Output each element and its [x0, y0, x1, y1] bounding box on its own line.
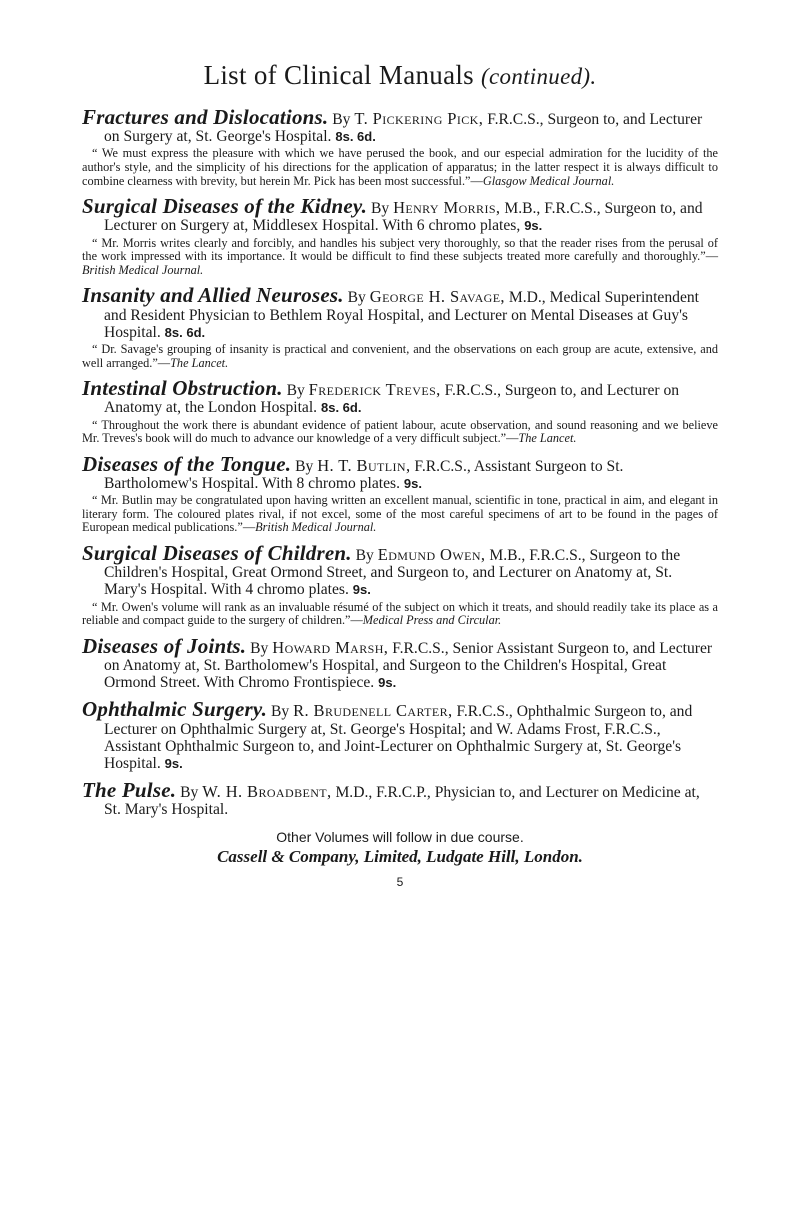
- entry-by: By: [180, 784, 199, 802]
- entry-author: George H. Savage,: [369, 287, 505, 307]
- entry-details: M.B., F.R.C.S., Surgeon to, and Lecturer on Surgery at, Middlesex Hospital. With 6 chromo plates,: [104, 200, 703, 235]
- page-header: [82, 60, 718, 91]
- entry-by: By: [295, 457, 314, 475]
- review-quote: “ Dr. Savage's grouping of insanity is practical and convenient, and the observations on each group are acute, extensive, and well arranged.”—: [82, 341, 718, 370]
- manual-entry: [82, 194, 718, 277]
- entry-price: 9s.: [352, 582, 371, 598]
- entry-by: By: [332, 111, 351, 128]
- entry-review: [82, 147, 718, 188]
- entry-author: Howard Marsh,: [272, 637, 389, 657]
- entry-title: Intestinal Obstruction.: [82, 376, 283, 401]
- manual-entry: [82, 283, 718, 370]
- review-quote: “ Throughout the work there is abundant evidence of patient labour, acute observation, and sound reasoning and we believe Mr. Treves's book will do much to advance our knowledge of a very difficult subject.”—: [82, 417, 718, 446]
- entry-review: [82, 343, 718, 370]
- entry-price: 8s. 6d.: [164, 324, 206, 340]
- entry-heading: [82, 283, 718, 341]
- entry-title: Diseases of the Tongue.: [82, 451, 292, 476]
- entry-author: R. Brudenell Carter,: [293, 701, 453, 721]
- entry-review: [82, 419, 718, 446]
- entry-details: M.D., Medical Superintendent and Resident Physician to Bethlem Royal Hospital, and Lecturer on Mental Diseases at Guy's Hospital.: [104, 289, 699, 341]
- entry-title: Surgical Diseases of the Kidney.: [82, 194, 368, 219]
- entry-price: 9s.: [524, 218, 543, 234]
- entry-by: By: [355, 546, 374, 564]
- manual-entry: [82, 540, 718, 628]
- entry-title: Surgical Diseases of Children.: [82, 540, 352, 565]
- entry-author: Edmund Owen,: [377, 544, 486, 564]
- review-source: Glasgow Medical Journal.: [482, 173, 615, 188]
- entry-heading: [82, 697, 718, 772]
- review-quote: “ Mr. Morris writes clearly and forcibly, and handles his subject very thoroughly, so that the reader rises from the perusal of the work impressed with its importance. It would be difficult to find these subjects treated more carefully and thoroughly.”—: [82, 235, 718, 264]
- header-title: List of Clinical Manuals: [203, 60, 474, 90]
- entry-title: The Pulse.: [82, 778, 177, 803]
- entry-title: Fractures and Dislocations.: [82, 105, 329, 129]
- entry-heading: [82, 778, 718, 819]
- entry-heading: [82, 194, 718, 235]
- entry-price: 9s.: [403, 475, 422, 491]
- entry-review: [82, 237, 718, 278]
- entry-price: 9s.: [378, 675, 397, 691]
- manual-entry: [82, 105, 718, 188]
- entry-title: Diseases of Joints.: [82, 633, 247, 658]
- entry-heading: [82, 633, 718, 692]
- entry-heading: [82, 540, 718, 599]
- review-source: British Medical Journal.: [255, 520, 377, 535]
- entry-by: By: [286, 382, 305, 400]
- entry-by: By: [347, 289, 366, 307]
- entry-by: By: [270, 703, 290, 721]
- review-quote: “ Mr. Owen's volume will rank as an invaluable résumé of the subject on which it treats, and should readily take its place as a reliable and compact guide to the surgery of children.”—: [82, 599, 718, 628]
- entry-details: F.R.C.S., Surgeon to, and Lecturer on Surgery at, St. George's Hospital.: [104, 111, 703, 146]
- entry-heading: [82, 376, 718, 417]
- manual-entry: [82, 633, 718, 692]
- manual-entry: [82, 697, 718, 772]
- entry-heading: [82, 105, 718, 146]
- review-source: British Medical Journal.: [82, 262, 204, 277]
- manual-entry: [82, 376, 718, 446]
- entry-author: Frederick Treves,: [308, 380, 441, 400]
- publisher-imprint: Cassell & Company, Limited, Ludgate Hill, London.: [217, 846, 583, 866]
- entry-price: 9s.: [164, 755, 183, 771]
- entry-details: F.R.C.S., Senior Assistant Surgeon to, and Lecturer on Anatomy at, St. Bartholomew's Hospital, and Surgeon to the Children's Hospital, Great Ormond Street. With Chromo Frontispiece.: [104, 639, 713, 692]
- header-continued: (continued).: [481, 64, 597, 89]
- entry-author: H. T. Butlin,: [317, 455, 411, 475]
- review-quote: “ We must express the pleasure with which we have perused the book, and our especial admiration for the lucidity of the author's style, and the simplicity of his directions for the application of apparatus; in the latter respect it is always difficult to combine clearness with brevity, but herein Mr. Pick has been most successful.”—: [82, 146, 718, 188]
- review-source: The Lancet.: [518, 431, 577, 446]
- entry-author: T. Pickering Pick,: [354, 109, 484, 128]
- entries-list: [82, 105, 718, 819]
- manual-entry: [82, 451, 718, 535]
- entry-by: By: [370, 200, 390, 218]
- manual-entry: [82, 778, 718, 819]
- review-quote: “ Mr. Butlin may be congratulated upon having written an excellent manual, scientific in tone, practical in aim, and elegant in literary form. The coloured plates rival, if not excel, some of the most careful specimens of art to be found in the pages of European medical publications.”—: [82, 493, 718, 535]
- review-source: The Lancet.: [170, 355, 229, 370]
- entry-by: By: [250, 639, 269, 657]
- entry-review: [82, 494, 718, 535]
- entry-author: W. H. Broadbent,: [202, 782, 332, 802]
- entry-details: M.D., F.R.C.P., Physician to, and Lecturer on Medicine at, St. Mary's Hospital.: [104, 784, 700, 819]
- entry-details: F.R.C.S., Surgeon to, and Lecturer on Anatomy at, the London Hospital.: [104, 382, 680, 417]
- entry-details: M.B., F.R.C.S., Surgeon to the Children's Hospital, Great Ormond Street, and Surgeon to, and Lecturer on Anatomy at, St. Mary's Hospital. With 4 chromo plates.: [104, 546, 681, 599]
- entry-title: Ophthalmic Surgery.: [82, 697, 268, 722]
- page-number: 5: [396, 874, 404, 889]
- entry-details: F.R.C.S., Ophthalmic Surgeon to, and Lecturer on Ophthalmic Surgery at, St. George's Hospital; and W. Adams Frost, F.R.C.S., Assistant Ophthalmic Surgeon to, and Joint-Lecturer on Ophthalmic Surgery at, St. George's Hospital.: [104, 703, 693, 772]
- entry-details: F.R.C.S., Assistant Surgeon to St. Bartholomew's Hospital. With 8 chromo plates.: [104, 457, 624, 492]
- entry-heading: [82, 451, 718, 492]
- review-source: Medical Press and Circular.: [362, 613, 502, 628]
- entry-review: [82, 601, 718, 628]
- entry-title: Insanity and Allied Neuroses.: [82, 283, 344, 308]
- entry-author: Henry Morris,: [393, 198, 501, 218]
- footer-note: Other Volumes will follow in due course.: [276, 828, 524, 845]
- entry-price: 8s. 6d.: [321, 400, 362, 416]
- entry-price: 8s. 6d.: [335, 129, 376, 145]
